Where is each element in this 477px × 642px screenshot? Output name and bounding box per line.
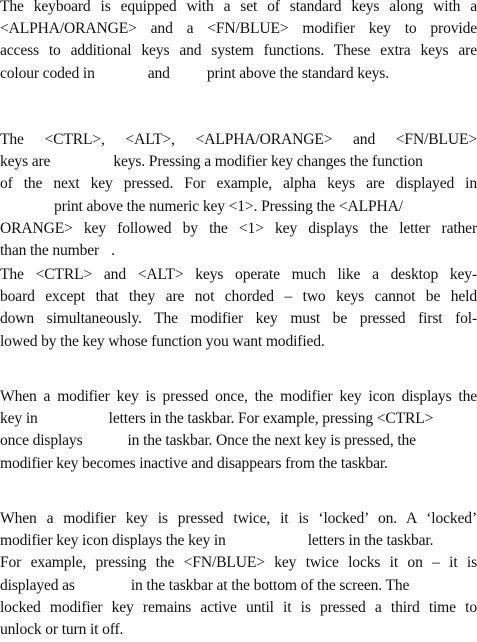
text-line: access to additional keys and system functions. These extra keys are [0, 42, 477, 60]
text-fragment: in the taskbar at the bottom of the screen. The [130, 576, 410, 594]
text-fragment: colour coded in [0, 64, 95, 82]
paragraph-pressed-once [0, 386, 477, 475]
text-fragment: modifier key icon displays the key in [0, 532, 226, 550]
text-line [0, 430, 477, 452]
text-line: board except that they are not chorded – two keys cannot be held [0, 288, 477, 306]
text-line: For example, pressing the <FN/BLUE> key twice locks it on – it is [0, 554, 477, 572]
paragraph-pressed-twice [0, 508, 477, 641]
text-fragment: letters in the taskbar. For example, pressing <CTRL> [108, 410, 434, 428]
text-line: The keyboard is equipped with a set of standard keys along with a [0, 0, 477, 15]
text-line [0, 63, 477, 85]
text-fragment: keys. Pressing a modifier key changes the function [113, 153, 423, 171]
text-fragment: key in [0, 410, 38, 428]
text-line: modifier key becomes inactive and disappears from the taskbar. [0, 454, 388, 472]
text-line: ORANGE> key followed by the <1> key displays the letter rather [0, 219, 477, 237]
text-fragment: print above the numeric key <1>. Pressing the <ALPHA/ [54, 197, 403, 215]
text-line: down simultaneously. The modifier key must be pressed first fol- [0, 310, 477, 328]
paragraph-ctrl-alt [0, 264, 477, 353]
text-line [0, 151, 477, 173]
text-line: locked modifier key remains active until it is pressed a third time to [0, 598, 477, 616]
text-fragment: letters in the taskbar. [307, 532, 434, 550]
text-fragment: than the number [0, 241, 100, 259]
text-fragment: displayed as [0, 576, 75, 594]
text-line: lowed by the key whose function you want modified. [0, 332, 325, 350]
text-line [0, 408, 477, 430]
text-fragment: and [147, 64, 170, 82]
text-line [0, 575, 477, 597]
paragraph-keyboard-intro [0, 0, 477, 85]
text-line [0, 196, 477, 218]
text-line: When a modifier key is pressed twice, it is ‘locked’ on. A ‘locked’ [0, 510, 477, 527]
text-line [0, 240, 477, 262]
text-line: of the next key pressed. For example, alpha keys are displayed in [0, 175, 477, 193]
text-fragment: . [111, 241, 115, 259]
paragraph-modifier-keys [0, 129, 477, 262]
text-line: unlock or turn it off. [0, 620, 124, 638]
text-line [0, 530, 477, 552]
text-fragment: keys are [0, 153, 51, 171]
text-line: When a modifier key is pressed once, the modifier key icon displays the [0, 388, 477, 405]
text-fragment: once displays [0, 432, 83, 450]
text-fragment: in the taskbar. Once the next key is pressed, the [127, 432, 416, 450]
text-line: The <CTRL> and <ALT> keys operate much like a desktop key- [0, 266, 477, 283]
text-line: <ALPHA/ORANGE> and a <FN/BLUE> modifier key to provide [0, 20, 477, 38]
text-line: The <CTRL>, <ALT>, <ALPHA/ORANGE> and <FN/BLUE> [0, 131, 477, 148]
text-fragment: print above the standard keys. [206, 64, 389, 82]
